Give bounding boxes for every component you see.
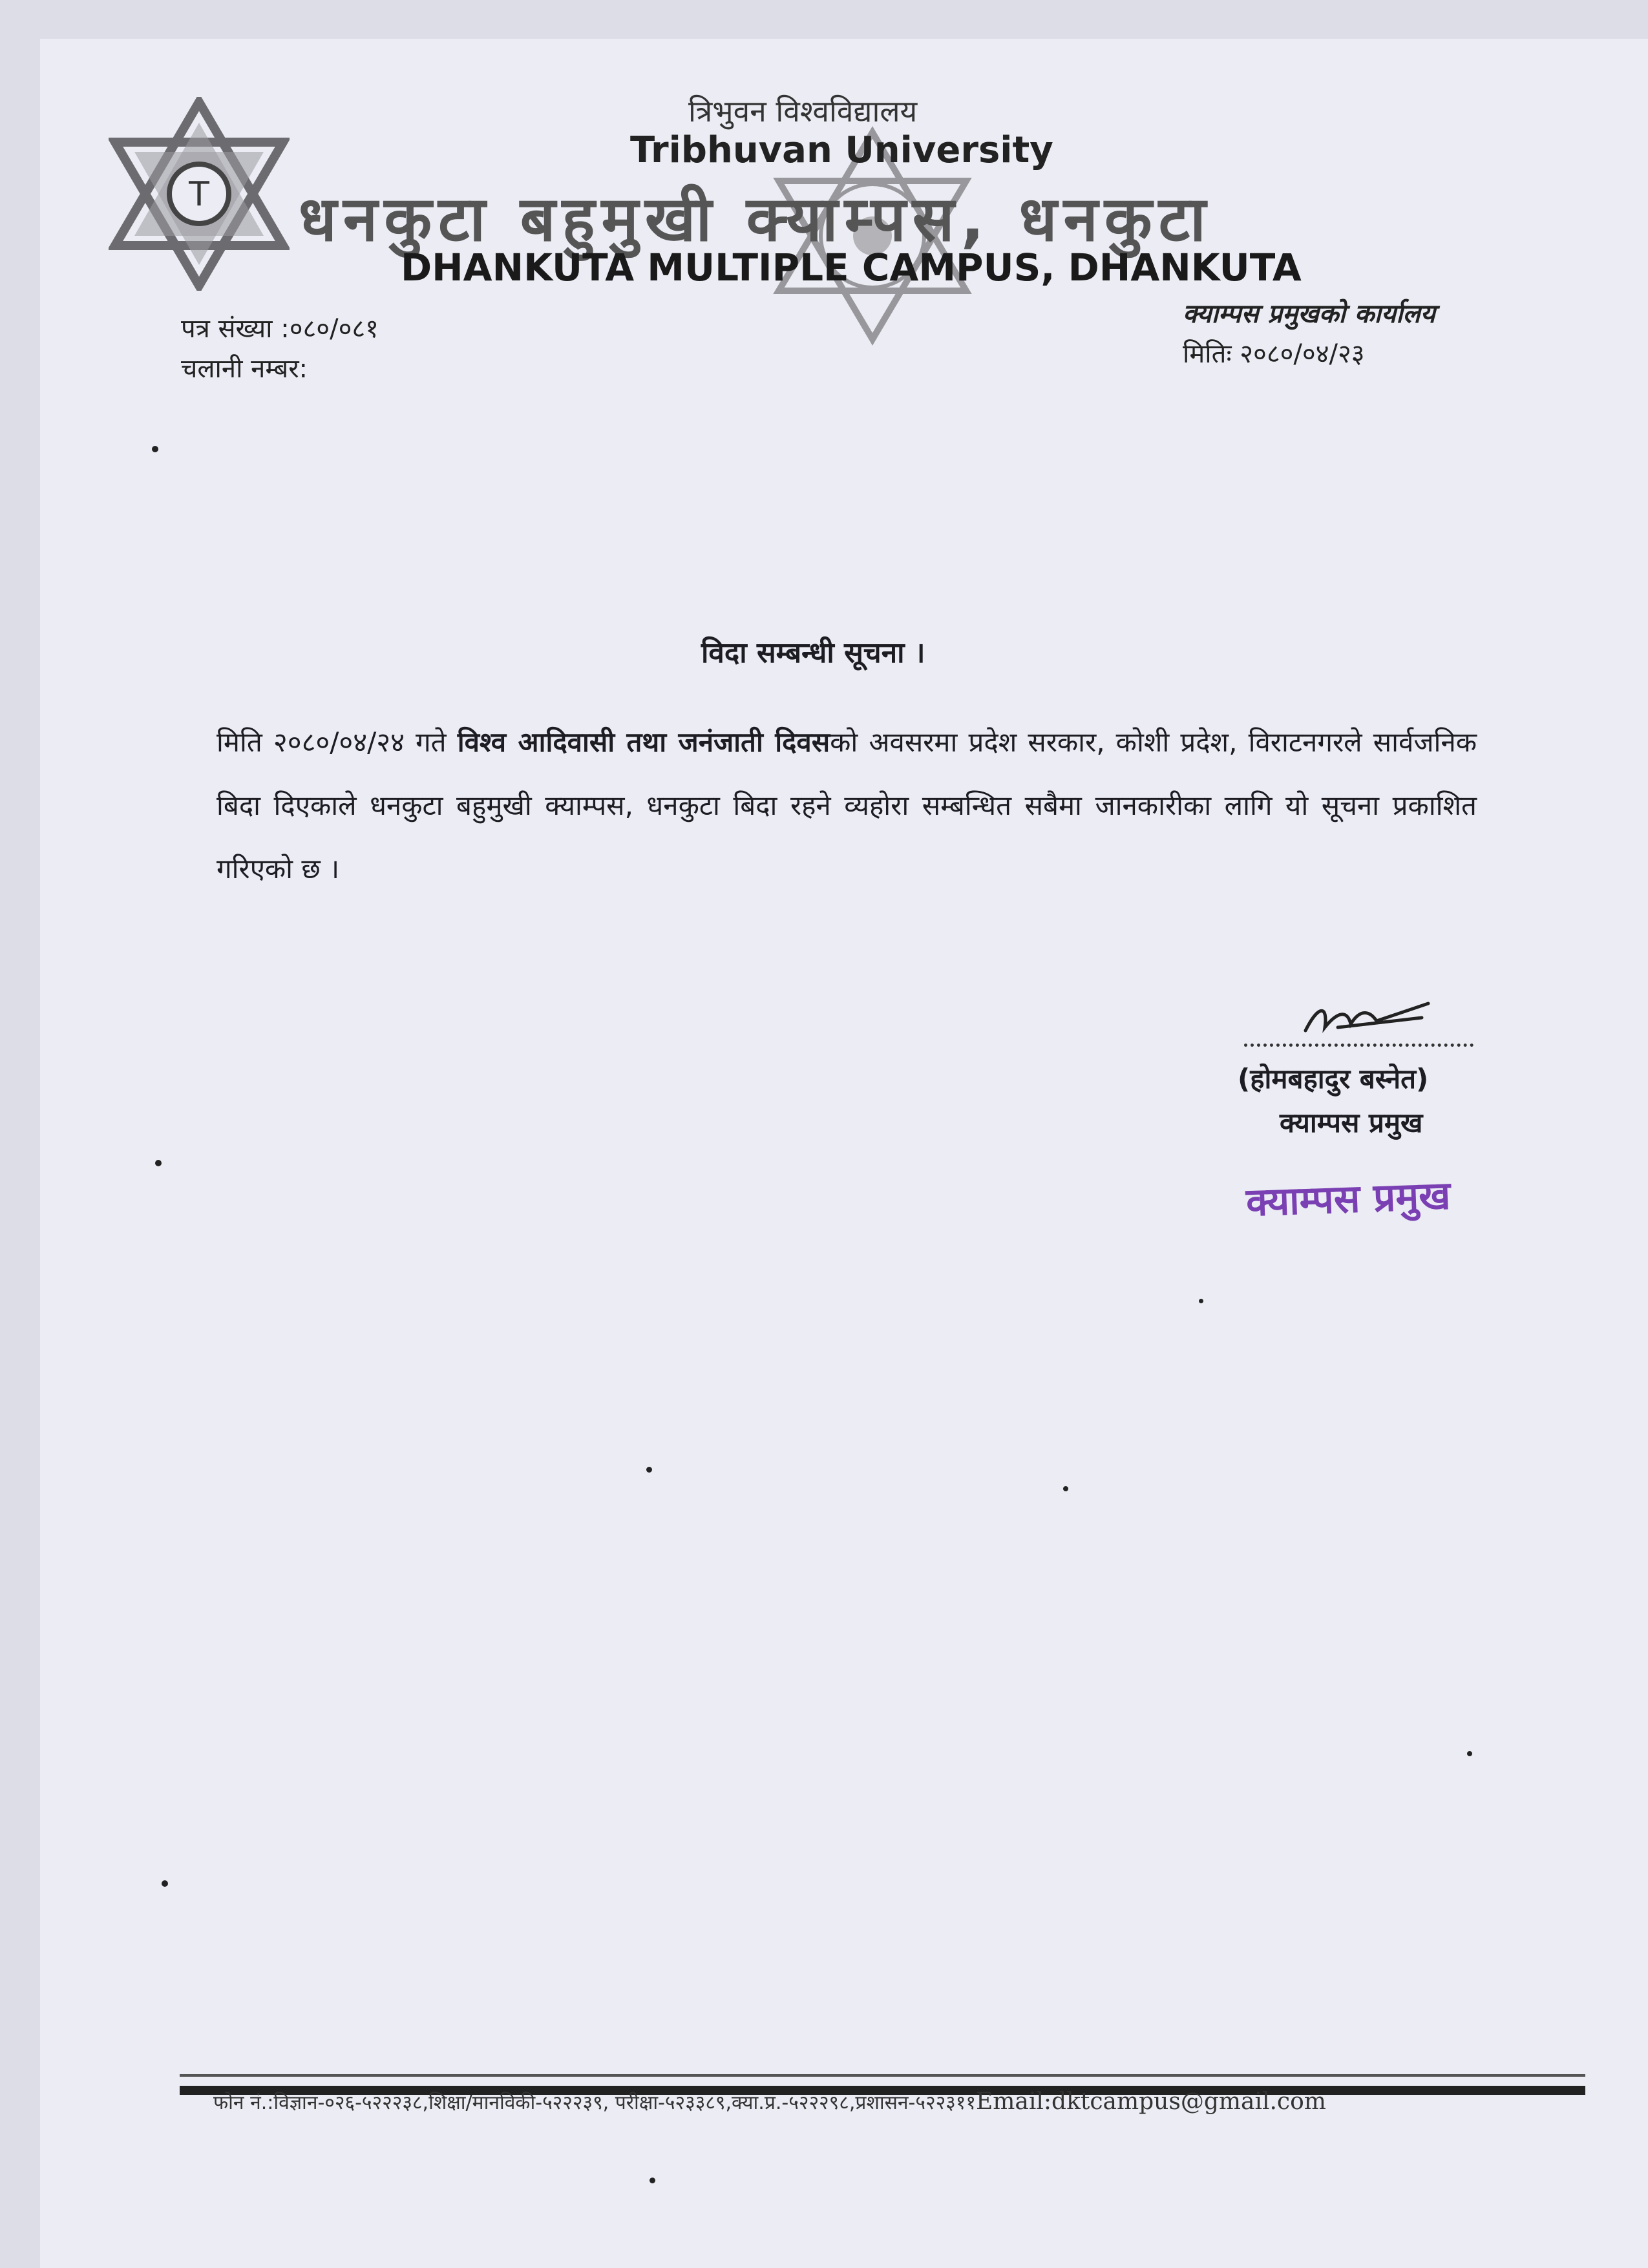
- footer-rule-thin: [180, 2074, 1585, 2077]
- letter-date: मितिः २०८०/०४/२३: [1183, 339, 1365, 369]
- signatory-title: क्याम्पस प्रमुख: [1280, 1107, 1423, 1139]
- university-name-np: त्रिभुवन विश्वविद्यालय: [688, 94, 918, 129]
- notice-body: [217, 711, 1477, 901]
- scan-speck: [1467, 1751, 1472, 1756]
- campus-chief-stamp: क्याम्पस प्रमुख: [1245, 1173, 1452, 1226]
- footer-phones: फोन नं.:विज्ञान-०२६-५२२२३८,शिक्षा/मानविकी-५२२२३९, परीक्षा-५२३३८९,क्या.प्र.-५२२२९८,प्रशासन-५२२३११: [213, 2092, 976, 2114]
- scan-speck: [152, 446, 158, 452]
- notice-body-part2: को अवसरमा प्रदेश सरकार, कोशी प्रदेश, विराटनगरले सार्वजनिक बिदा दिएकाले धनकुटा बहुमुखी क्याम्पस, धनकुटा बिदा रहने व्यहोरा सम्बन्धित सबैमा जानकारीका लागि यो सूचना प्रकाशित गरिएको छ ।: [217, 726, 1477, 885]
- scan-speck: [1063, 1486, 1068, 1491]
- letter-number: पत्र संख्या :०८०/०८१: [181, 314, 379, 344]
- office-name: क्याम्पस प्रमुखको कार्यालय: [1183, 299, 1435, 329]
- dispatch-number: चलानी नम्बर:: [181, 354, 308, 384]
- scan-speck: [162, 1880, 168, 1887]
- scan-speck: [646, 1467, 652, 1473]
- reference-block: [181, 309, 379, 389]
- office-block: [1183, 294, 1435, 374]
- university-name-en: Tribhuvan University: [630, 129, 1053, 171]
- campus-name-en: DHANKUTA MULTIPLE CAMPUS, DHANKUTA: [401, 246, 1302, 289]
- nepal-government-emblem-icon: [109, 97, 290, 291]
- signatory-name: (होमबहादुर बस्नेत): [1238, 1063, 1429, 1095]
- svg-text:T: T: [189, 175, 209, 214]
- signature-line: [1244, 1044, 1474, 1047]
- notice-body-event: विश्व आदिवासी तथा जनंजाती दिवस: [457, 726, 830, 758]
- scan-speck: [1199, 1299, 1203, 1303]
- handwritten-signature: [1299, 992, 1435, 1044]
- footer-email: Email:dktcampus@gmail.com: [975, 2088, 1326, 2115]
- footer-contact: [213, 2088, 1326, 2115]
- campus-name-np: धनकुटा बहुमुखी क्याम्पस, धनकुटा: [299, 183, 1212, 255]
- scan-speck: [155, 1160, 162, 1166]
- notice-body-part1: मिति २०८०/०४/२४ गते: [217, 726, 458, 758]
- notice-title: विदा सम्बन्धी सूचना ।: [701, 636, 925, 669]
- scan-speck: [650, 2178, 655, 2183]
